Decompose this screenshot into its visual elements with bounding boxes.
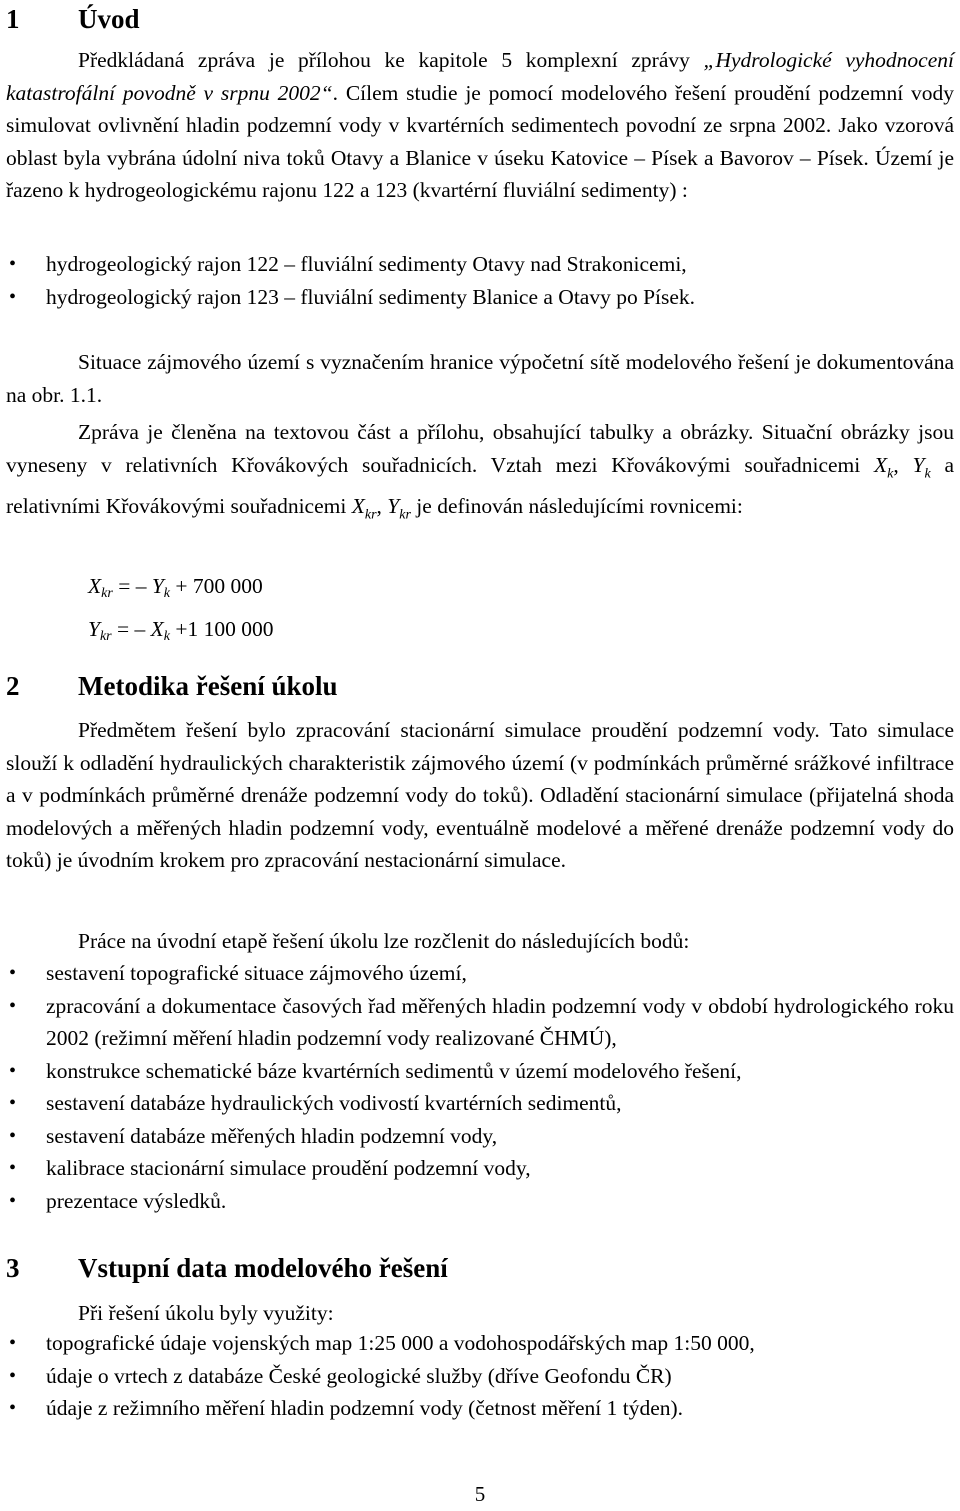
- section-1-number: 1: [6, 4, 20, 34]
- eq1-constant: + 700 000: [170, 574, 263, 598]
- eq2-rhs-sub: k: [163, 629, 171, 644]
- eq1-operator: = –: [112, 574, 152, 598]
- eq2-lhs: Y: [88, 617, 100, 641]
- zprava-text-3: je definován následujícími rovnicemi:: [410, 494, 743, 519]
- var-xkr-sub: kr: [364, 507, 377, 523]
- eq2-constant: +1 100 000: [170, 617, 274, 641]
- var-x: X: [874, 452, 888, 477]
- section-3-number: 3: [6, 1253, 20, 1283]
- zprava-text-1: Zpráva je členěna na textovou část a přílohu, obsahující tabulky a obrázky. Situační obrázky jsou vyneseny v relativních Křovákových souřadnicích. Vztah mezi Křovákovými souřadnicemi: [6, 420, 954, 477]
- data-sources-list: [6, 1327, 954, 1425]
- list-item: • zpracování a dokumentace časových řad měřených hladin podzemní vody v období hydrologického roku 2002 (režimní měření hladin podzemní vody realizované ČHMÚ),: [6, 990, 954, 1055]
- list-item: • údaje o vrtech z databáze České geologické služby (dříve Geofondu ČR): [6, 1360, 954, 1393]
- eq1-rhs: Y: [151, 574, 164, 598]
- eq1-lhs: X: [88, 574, 102, 598]
- list-item: • sestavení topografické situace zájmového území,: [6, 957, 954, 990]
- section-2-heading: [6, 670, 954, 702]
- equation-1: [88, 572, 263, 608]
- metodika-paragraph: Předmětem řešení bylo zpracování stacionární simulace proudění podzemní vody. Tato simulace slouží k odladění hydraulických charakteristik zájmového území (v podmínkách průměrné srážkové infiltrace a v podmínkách průměrné drenáže podzemní vody do toků). Odladění stacionární simulace (přijatelná shoda modelových a měřených hladin podzemní vody, eventuálně modelové a měřené drenáže podzemní vody do toků) je úvodním krokem pro zpracování nestacionární simulace.: [6, 718, 954, 872]
- var-y-sub: k: [924, 465, 931, 481]
- list-item: • konstrukce schematické báze kvartérních sedimentů v území modelového řešení,: [6, 1055, 954, 1088]
- list-item: • sestavení databáze měřených hladin podzemní vody,: [6, 1120, 954, 1153]
- var-y: Y: [912, 452, 925, 477]
- separator: ,: [376, 494, 388, 519]
- zprava-paragraph: [6, 416, 954, 532]
- var-xkr: X: [351, 494, 365, 519]
- equation-2: [88, 615, 274, 651]
- list-item: • prezentace výsledků.: [6, 1185, 954, 1218]
- list-item: • sestavení databáze hydraulických vodivostí kvartérních sedimentů,: [6, 1087, 954, 1120]
- zprava-text-2: a relativními Křovákovými souřadnicemi: [6, 452, 954, 519]
- section-1-heading: [6, 3, 954, 35]
- eq1-lhs-sub: kr: [101, 586, 113, 601]
- section-2-title: Metodika řešení úkolu: [78, 671, 338, 701]
- section-3-heading: [6, 1252, 954, 1284]
- list-item: • topografické údaje vojenských map 1:25 000 a vodohospodářských map 1:50 000,: [6, 1327, 954, 1360]
- section-3-title: Vstupní data modelového řešení: [78, 1253, 448, 1283]
- var-ykr-sub: kr: [399, 507, 411, 523]
- list-item: • hydrogeologický rajon 122 – fluviální sedimenty Otavy nad Strakonicemi,: [6, 248, 954, 281]
- tasks-list: [6, 957, 954, 1217]
- eq2-rhs: X: [150, 617, 164, 641]
- intro-text-rest: . Cílem studie je pomocí modelového řešení proudění podzemní vody simulovat ovlivnění hladin podzemní vody v kvartérních sedimentech povodní ze srpna 2002. Jako vzorová oblast byla vybrána údolní niva toků Otavy a Blanice v úseku Katovice – Písek a Bavorov – Písek. Území je řazeno k hydrogeologickému rajonu 122 a 123 (kvartérní fluviální sedimenty) :: [6, 80, 954, 202]
- eq1-rhs-sub: k: [163, 586, 171, 601]
- situace-paragraph: Situace zájmového území s vyznačením hranice výpočetní sítě modelového řešení je dokumentována na obr. 1.1.: [6, 350, 954, 407]
- var-ykr: Y: [387, 494, 400, 519]
- list-item: • hydrogeologický rajon 123 – fluviální sedimenty Blanice a Otavy po Písek.: [6, 281, 954, 314]
- list-item: • kalibrace stacionární simulace proudění podzemní vody,: [6, 1152, 954, 1185]
- separator: ,: [893, 452, 913, 477]
- section-2-number: 2: [6, 671, 20, 701]
- eq2-operator: = –: [111, 617, 151, 641]
- var-x-sub: k: [887, 465, 894, 481]
- list-item: • údaje z režimního měření hladin podzemní vody (četnost měření 1 týden).: [6, 1392, 954, 1425]
- rajon-list: [6, 248, 954, 313]
- eq2-lhs-sub: kr: [99, 629, 112, 644]
- intro-paragraph: [6, 44, 954, 207]
- section-1-title: Úvod: [78, 4, 140, 34]
- body-paragraph: Práce na úvodní etapě řešení úkolu lze rozčlenit do následujících bodů:: [78, 929, 690, 953]
- intro-text-start: Předkládaná zpráva je přílohou ke kapitole 5 komplexní zprávy: [78, 48, 704, 72]
- body-paragraph: Při řešení úkolu byly využity:: [78, 1301, 334, 1325]
- report-title-italic: „Hydrologické vyhodnocení katastrofální povodně v srpnu 2002“: [6, 48, 954, 105]
- page-number: 5: [474, 1482, 486, 1506]
